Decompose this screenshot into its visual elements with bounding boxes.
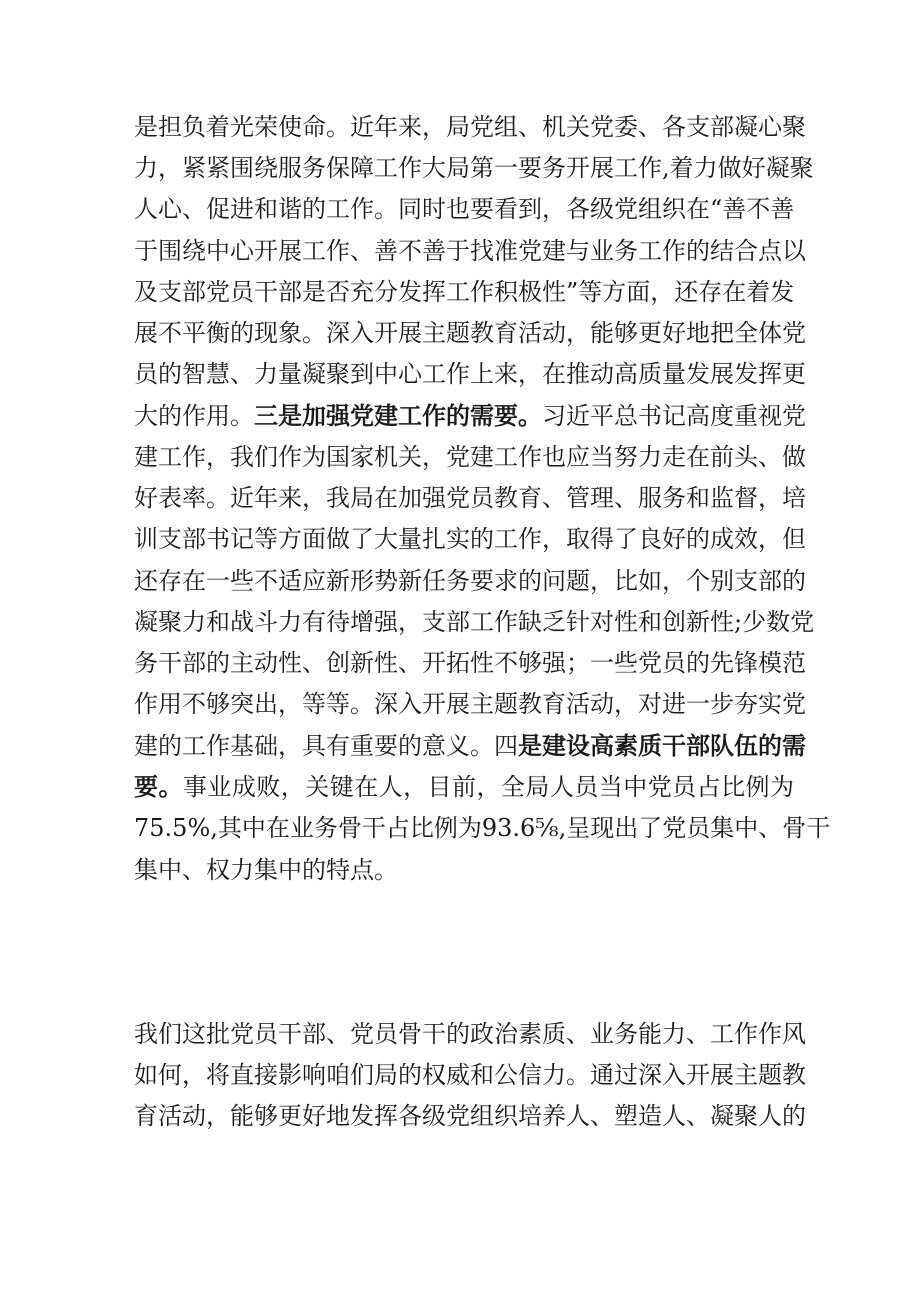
text-segment: 及支部党员干部是否充分发挥工作积极性”等方面，还存在着发 bbox=[134, 278, 795, 306]
text-line bbox=[134, 562, 806, 600]
bold-heading-text: 三是加强党建工作的需要。 bbox=[254, 401, 542, 430]
text-line bbox=[134, 479, 806, 517]
text-segment: 建的工作基础，具有重要的意义。四 bbox=[134, 732, 518, 760]
text-line bbox=[134, 355, 806, 393]
text-segment: 如何，将直接影响咱们局的权威和公信力。通过深入开展主题教 bbox=[134, 1061, 806, 1089]
bold-heading-text: 要。 bbox=[134, 772, 183, 801]
text-segment: 展不平衡的现象。深入开展主题教育活动，能够更好地把全体党 bbox=[134, 319, 806, 347]
text-segment: 还存在一些不适应新形势新任务要求的问题，比如，个别支部的 bbox=[134, 567, 806, 595]
text-line bbox=[134, 644, 806, 682]
text-segment: 是担负着光荣使命。近年来，局党组、机关党委、各支部凝心聚 bbox=[134, 113, 806, 141]
text-segment: 建工作，我们作为国家机关，党建工作也应当努力走在前头、做 bbox=[134, 443, 806, 471]
text-line bbox=[134, 314, 806, 352]
text-segment: 训支部书记等方面做了大量扎实的工作，取得了良好的成效，但 bbox=[134, 525, 806, 553]
text-line bbox=[134, 1056, 806, 1094]
text-segment: 人心、促进和谐的工作。同时也要看到，各级党组织在“善不善 bbox=[134, 195, 795, 223]
text-segment: 我们这批党员干部、党员骨干的政治素质、业务能力、工作作风 bbox=[134, 1020, 806, 1048]
text-segment: 大的作用。 bbox=[134, 402, 254, 430]
text-line bbox=[134, 603, 815, 641]
bold-heading-text: 是建设高素质干部队伍的需 bbox=[518, 731, 806, 760]
text-segment: 务干部的主动性、创新性、开拓性不够强；一些党员的先锋模范 bbox=[134, 649, 806, 677]
text-line bbox=[134, 809, 831, 847]
text-line bbox=[134, 397, 806, 435]
text-line bbox=[134, 851, 794, 889]
text-segment: 集中、权力集中的特点。 bbox=[134, 856, 398, 884]
text-line bbox=[134, 727, 806, 765]
text-line bbox=[134, 190, 794, 228]
text-line bbox=[134, 1097, 806, 1135]
text-segment: 力，紧紧围绕服务保障工作大局第一要务开展工作,着力做好凝聚 bbox=[134, 154, 814, 182]
text-segment: 员的智慧、力量凝聚到中心工作上来，在推动高质量发展发挥更 bbox=[134, 360, 806, 388]
text-line bbox=[134, 273, 794, 311]
text-segment: 75.5%,其中在业务骨干占比例为93.6⅝,呈现出了党员集中、骨干 bbox=[134, 814, 831, 842]
text-segment: 习近平总书记高度重视党 bbox=[542, 402, 806, 430]
text-segment: 于围绕中心开展工作、善不善于找准党建与业务工作的结合点以 bbox=[134, 237, 806, 265]
text-segment: 育活动，能够更好地发挥各级党组织培养人、塑造人、凝聚人的 bbox=[134, 1102, 806, 1130]
text-line bbox=[134, 232, 806, 270]
text-line bbox=[134, 520, 806, 558]
text-line bbox=[134, 108, 806, 146]
text-segment: 好表率。近年来，我局在加强党员教育、管理、服务和监督，培 bbox=[134, 484, 806, 512]
text-segment: 事业成败，关键在人，目前，全局人员当中党员占比例为 bbox=[182, 773, 795, 801]
text-line bbox=[134, 768, 794, 806]
text-line bbox=[134, 685, 806, 723]
text-line bbox=[134, 438, 806, 476]
text-segment: 作用不够突出，等等。深入开展主题教育活动，对进一步夯实党 bbox=[134, 690, 806, 718]
text-line bbox=[134, 149, 814, 187]
text-line bbox=[134, 1015, 806, 1053]
text-segment: 凝聚力和战斗力有待增强，支部工作缺乏针对性和创新性;少数党 bbox=[134, 608, 815, 636]
